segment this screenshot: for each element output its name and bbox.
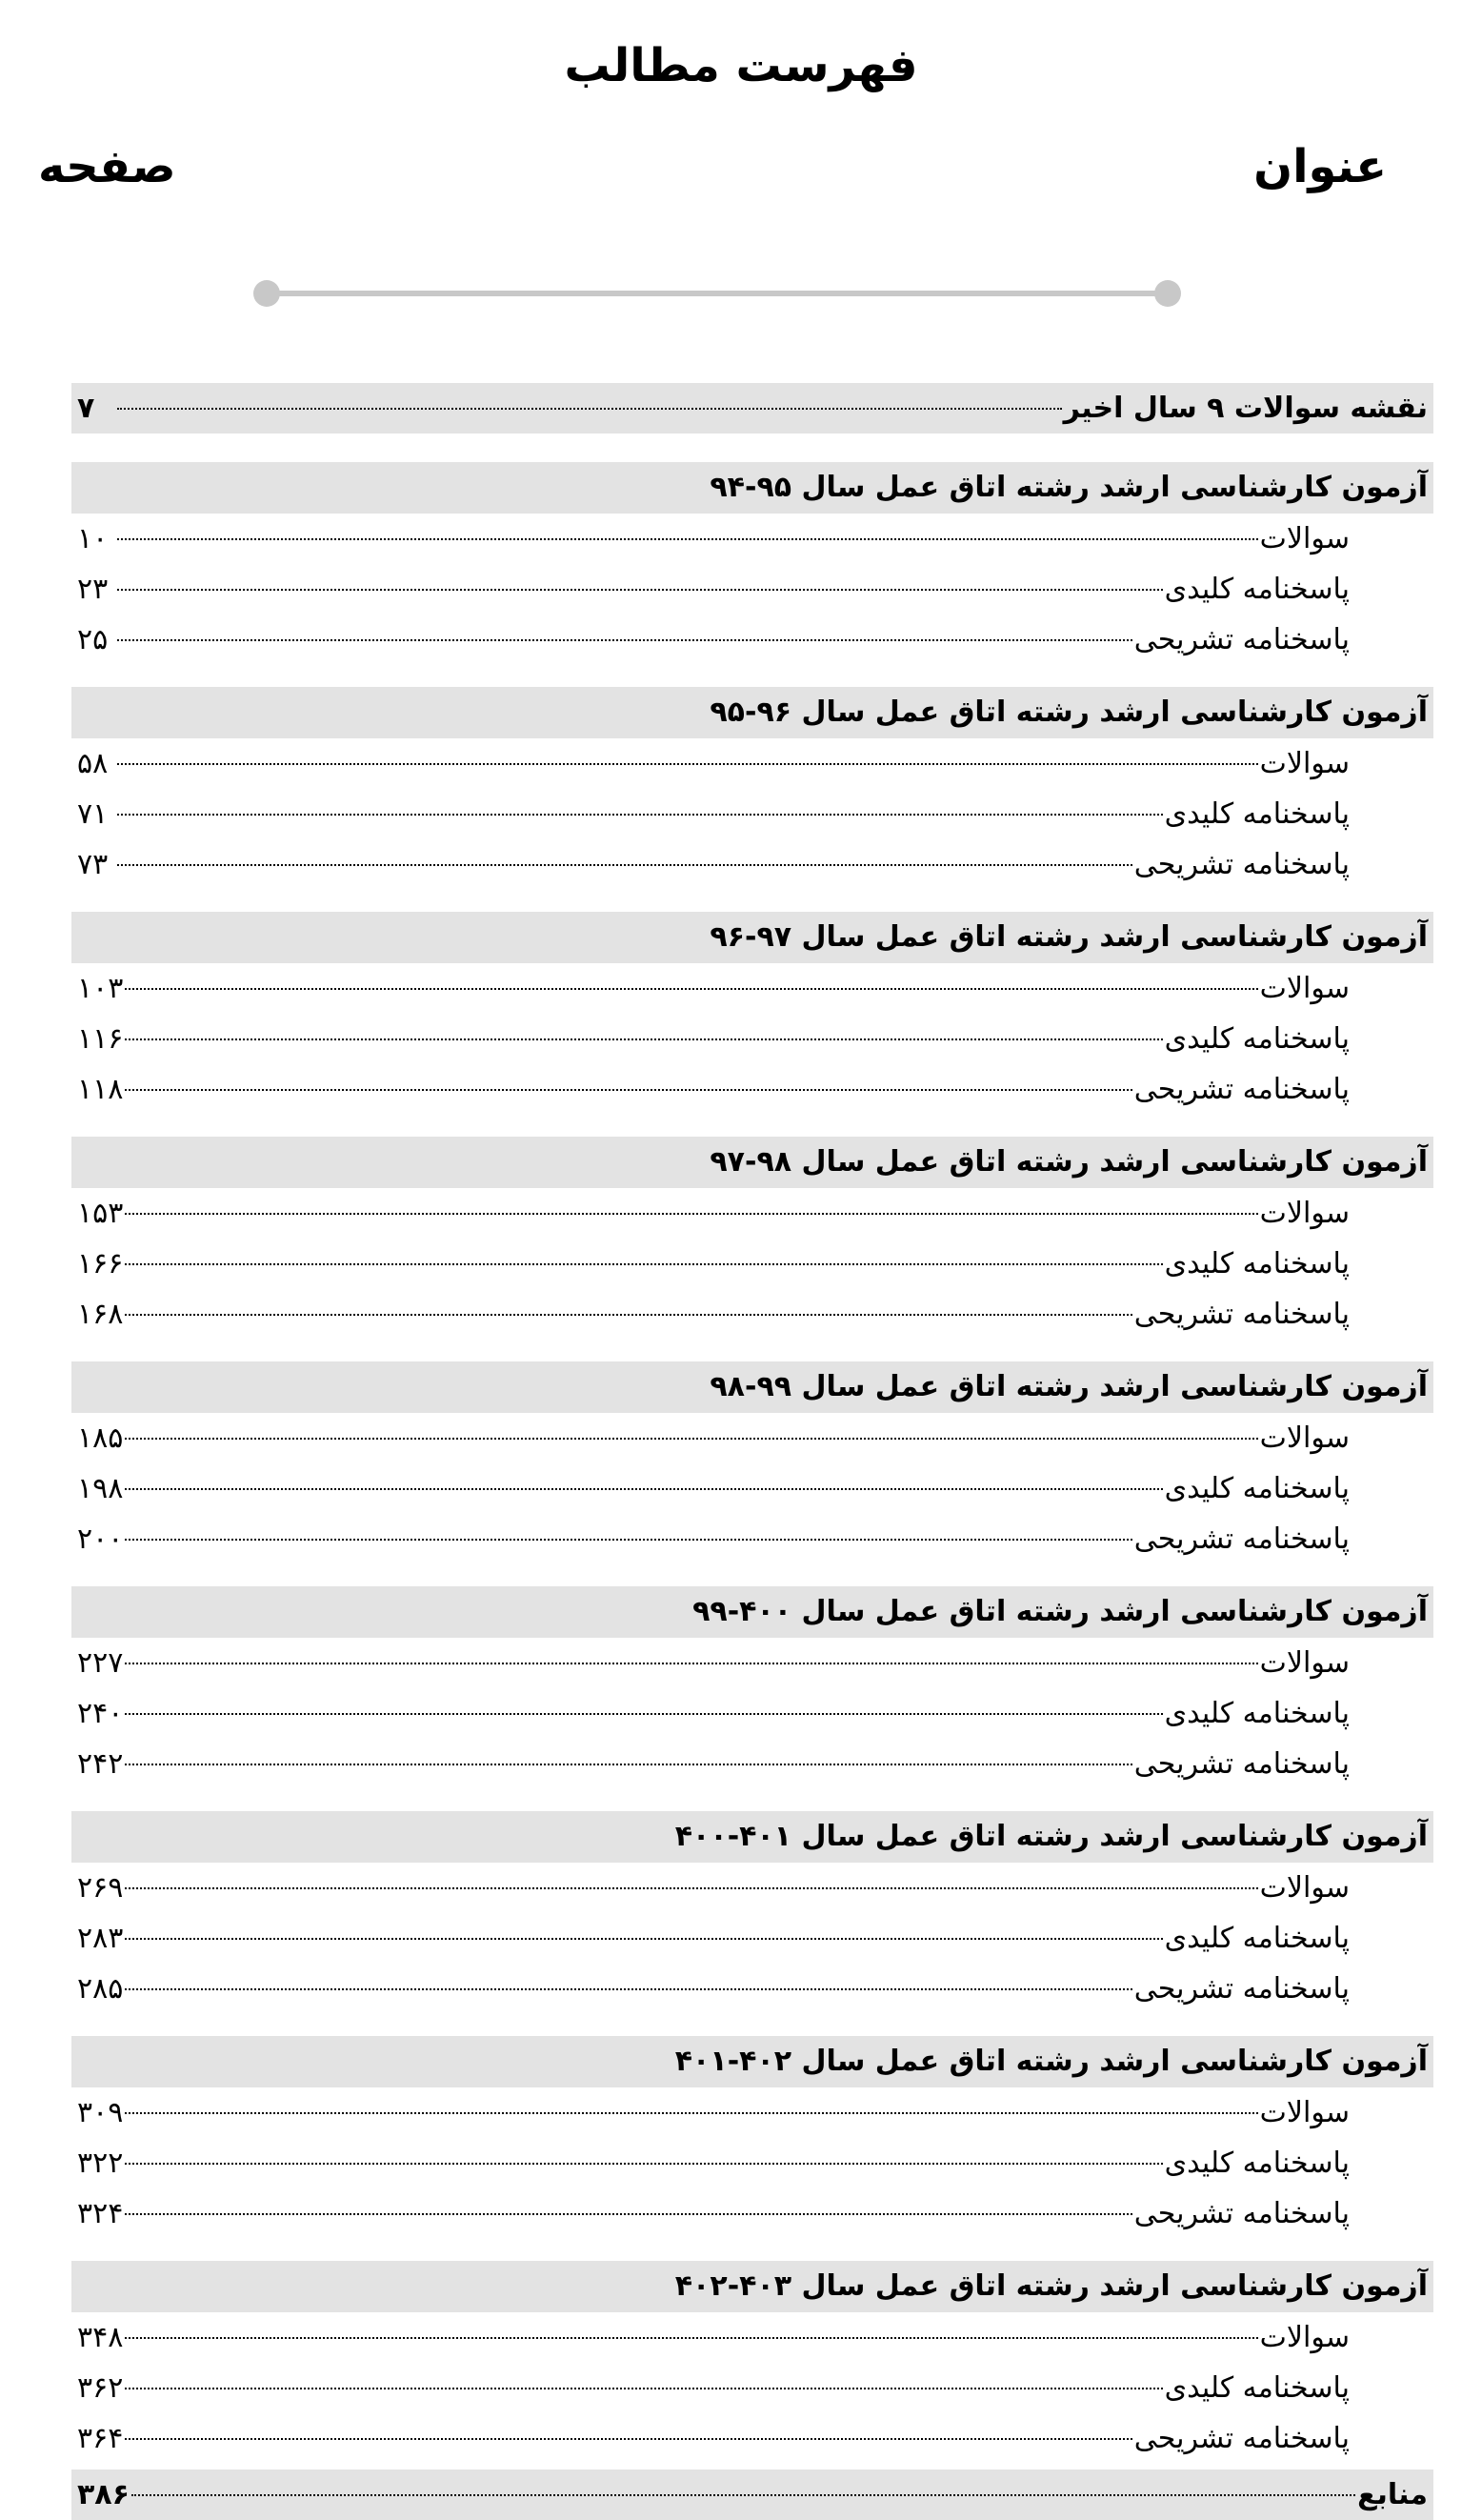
toc-section-heading[interactable] xyxy=(71,1137,1433,1188)
toc-entry-label: پاسخنامه تشریحی xyxy=(1133,1747,1350,1781)
toc-entry[interactable] xyxy=(71,1413,1433,1463)
toc-entry-label: پاسخنامه کلیدی xyxy=(1164,573,1350,606)
toc-entry-label: پاسخنامه کلیدی xyxy=(1164,2147,1350,2180)
toc-entry-page: ۲۲۷ xyxy=(77,1646,124,1680)
toc-entry-label: پاسخنامه کلیدی xyxy=(1164,797,1350,831)
toc-entry[interactable] xyxy=(71,2363,1433,2413)
toc-entry-intro[interactable] xyxy=(71,383,1433,433)
toc-entry-label: پاسخنامه کلیدی xyxy=(1164,1022,1350,1056)
toc-entry-label: سوالات xyxy=(1259,522,1350,555)
toc-entry-label: سوالات xyxy=(1259,1871,1350,1905)
section-title: آزمون کارشناسی ارشد رشته اتاق عمل سال ۹۵-۹۴ xyxy=(710,471,1428,504)
dot-leader xyxy=(125,2112,1257,2114)
dot-leader xyxy=(125,2438,1132,2440)
toc-entry-page: ۲۰۰ xyxy=(77,1522,124,1556)
dot-leader xyxy=(117,814,1163,816)
dot-leader xyxy=(125,1764,1132,1765)
dot-leader xyxy=(125,1713,1162,1715)
toc-entry-page: ۲۸۵ xyxy=(77,1972,124,2006)
toc-entry-page: ۲۳ xyxy=(77,573,109,606)
toc-entry[interactable] xyxy=(71,1913,1433,1964)
toc-entry-page: ۱۱۸ xyxy=(77,1073,124,1106)
toc-section-heading[interactable] xyxy=(71,1811,1433,1863)
toc-entry-page: ۳۶۴ xyxy=(77,2422,124,2455)
toc-entry-label: پاسخنامه تشریحی xyxy=(1133,1073,1350,1106)
toc-entry[interactable] xyxy=(71,2188,1433,2239)
section-title: آزمون کارشناسی ارشد رشته اتاق عمل سال ۴۰۳-۴۰۲ xyxy=(674,2269,1428,2303)
toc-entry[interactable] xyxy=(71,514,1433,564)
toc-entry-page: ۲۶۹ xyxy=(77,1871,124,1905)
toc-entry[interactable] xyxy=(71,1863,1433,1913)
toc-entry-page: ۳۰۹ xyxy=(77,2096,124,2129)
toc-entry-page: ۱۸۵ xyxy=(77,1421,124,1455)
toc-entry[interactable] xyxy=(71,2413,1433,2464)
dot-leader xyxy=(117,538,1258,540)
toc-entry-label: سوالات xyxy=(1259,1646,1350,1680)
dot-leader xyxy=(125,2388,1162,2389)
toc-entry-label: پاسخنامه کلیدی xyxy=(1164,1922,1350,1955)
toc-entry[interactable] xyxy=(71,963,1433,1014)
section-title: آزمون کارشناسی ارشد رشته اتاق عمل سال ۹۸-۹۷ xyxy=(710,1145,1428,1179)
toc-section-heading[interactable] xyxy=(71,462,1433,514)
toc-entry[interactable] xyxy=(71,1014,1433,1064)
toc-entry-label: سوالات xyxy=(1259,1421,1350,1455)
toc-entry-sources[interactable] xyxy=(71,2470,1433,2520)
dot-leader xyxy=(125,2337,1257,2339)
dot-leader xyxy=(125,2163,1162,2165)
toc-entry-page: ۱۶۶ xyxy=(77,1247,124,1280)
toc-entry[interactable] xyxy=(71,1739,1433,1789)
page-column-header: صفحه xyxy=(38,140,176,193)
toc-entry-page: ۳۲۴ xyxy=(77,2197,124,2230)
toc-entry[interactable] xyxy=(71,564,1433,615)
toc-entry[interactable] xyxy=(71,2312,1433,2363)
toc-entry[interactable] xyxy=(71,1638,1433,1688)
toc-entry-page: ۷۳ xyxy=(77,848,109,881)
toc-entry-label: منابع xyxy=(1357,2478,1428,2511)
section-title: آزمون کارشناسی ارشد رشته اتاق عمل سال ۴۰۲-۴۰۱ xyxy=(674,2045,1428,2078)
toc-entry-label: سوالات xyxy=(1259,972,1350,1005)
toc-entry-label: سوالات xyxy=(1259,2096,1350,2129)
table-of-contents xyxy=(71,383,1433,2520)
dot-leader xyxy=(125,1887,1257,1889)
toc-entry-label: پاسخنامه تشریحی xyxy=(1133,848,1350,881)
divider-line xyxy=(267,291,1168,296)
dot-leader xyxy=(131,2494,1355,2496)
toc-entry-label: سوالات xyxy=(1259,2321,1350,2354)
toc-entry-label: پاسخنامه تشریحی xyxy=(1133,1972,1350,2006)
dot-leader xyxy=(125,1263,1162,1265)
toc-entry-page: ۳۲۲ xyxy=(77,2147,124,2180)
toc-entry[interactable] xyxy=(71,1239,1433,1289)
toc-entry-label: نقشه سوالات ۹ سال اخیر xyxy=(1063,392,1428,425)
toc-entry-page: ۱۶۸ xyxy=(77,1298,124,1331)
toc-entry[interactable] xyxy=(71,2087,1433,2138)
dot-leader xyxy=(125,1488,1162,1490)
toc-entry-label: پاسخنامه تشریحی xyxy=(1133,1298,1350,1331)
toc-entry-label: پاسخنامه تشریحی xyxy=(1133,2197,1350,2230)
section-title: آزمون کارشناسی ارشد رشته اتاق عمل سال ۹۶-۹۵ xyxy=(710,696,1428,729)
toc-entry-page: ۱۰ xyxy=(77,522,109,555)
toc-entry[interactable] xyxy=(71,1688,1433,1739)
toc-section-heading[interactable] xyxy=(71,1361,1433,1413)
title-column-header: عنوان xyxy=(1253,140,1387,193)
toc-entry-page: ۲۴۲ xyxy=(77,1747,124,1781)
toc-entry-label: پاسخنامه کلیدی xyxy=(1164,1697,1350,1730)
section-title: آزمون کارشناسی ارشد رشته اتاق عمل سال ۴۰۰-۹۹ xyxy=(692,1595,1428,1628)
toc-entry[interactable] xyxy=(71,1964,1433,2014)
dot-leader xyxy=(125,1438,1257,1440)
toc-entry[interactable] xyxy=(71,1064,1433,1115)
dot-leader xyxy=(117,589,1163,591)
toc-entry-page: ۳۴۸ xyxy=(77,2321,124,2354)
toc-entry[interactable] xyxy=(71,2138,1433,2188)
dot-leader xyxy=(125,1038,1162,1040)
toc-entry-label: پاسخنامه کلیدی xyxy=(1164,2371,1350,2405)
toc-entry[interactable] xyxy=(71,738,1433,789)
section-title: آزمون کارشناسی ارشد رشته اتاق عمل سال ۴۰۱-۴۰۰ xyxy=(674,1820,1428,1853)
toc-entry-page: ۱۹۸ xyxy=(77,1472,124,1505)
toc-entry-label: پاسخنامه کلیدی xyxy=(1164,1472,1350,1505)
toc-entry-label: پاسخنامه تشریحی xyxy=(1133,1522,1350,1556)
dot-leader xyxy=(117,639,1132,641)
toc-entry-page: ۷ xyxy=(77,392,95,425)
toc-entry-page: ۱۱۶ xyxy=(77,1022,124,1056)
toc-entry[interactable] xyxy=(71,1463,1433,1514)
toc-entry-label: پاسخنامه کلیدی xyxy=(1164,1247,1350,1280)
dot-leader xyxy=(117,864,1132,866)
section-title: آزمون کارشناسی ارشد رشته اتاق عمل سال ۹۹-۹۸ xyxy=(710,1370,1428,1403)
toc-section-heading[interactable] xyxy=(71,687,1433,738)
dot-leader xyxy=(125,1314,1132,1316)
dot-leader xyxy=(125,2213,1132,2215)
dot-leader xyxy=(125,988,1257,990)
dot-leader xyxy=(117,408,1062,410)
toc-entry-label: پاسخنامه تشریحی xyxy=(1133,2422,1350,2455)
toc-section-heading[interactable] xyxy=(71,2036,1433,2087)
toc-entry-label: سوالات xyxy=(1259,1197,1350,1230)
toc-entry-page: ۵۸ xyxy=(77,747,109,780)
dot-leader xyxy=(125,1089,1132,1091)
toc-section-heading[interactable] xyxy=(71,1586,1433,1638)
toc-entry[interactable] xyxy=(71,839,1433,890)
toc-entry[interactable] xyxy=(71,789,1433,839)
dot-leader xyxy=(125,1663,1257,1664)
section-title: آزمون کارشناسی ارشد رشته اتاق عمل سال ۹۷-۹۶ xyxy=(710,920,1428,954)
toc-entry-page: ۷۱ xyxy=(77,797,109,831)
toc-entry-page: ۲۵ xyxy=(77,623,109,656)
divider-dot-left xyxy=(253,280,280,307)
toc-entry[interactable] xyxy=(71,1289,1433,1340)
toc-entry-label: پاسخنامه تشریحی xyxy=(1133,623,1350,656)
toc-entry-page: ۲۴۰ xyxy=(77,1697,124,1730)
toc-entry-page: ۱۰۳ xyxy=(77,972,124,1005)
toc-entry[interactable] xyxy=(71,1514,1433,1564)
toc-entry-label: سوالات xyxy=(1259,747,1350,780)
toc-entry-page: ۱۵۳ xyxy=(77,1197,124,1230)
toc-section-heading[interactable] xyxy=(71,2261,1433,2312)
toc-entry[interactable] xyxy=(71,1188,1433,1239)
toc-entry-page: ۲۸۳ xyxy=(77,1922,124,1955)
page-title: فهرست مطالب xyxy=(564,39,918,92)
dot-leader xyxy=(125,1539,1132,1541)
toc-entry[interactable] xyxy=(71,615,1433,665)
dot-leader xyxy=(125,1213,1257,1215)
toc-section-heading[interactable] xyxy=(71,912,1433,963)
dot-leader xyxy=(125,1988,1132,1990)
toc-entry-page: ۳۶۲ xyxy=(77,2371,124,2405)
toc-entry-page: ۳۸۶ xyxy=(77,2478,130,2511)
decorative-divider xyxy=(253,280,1181,307)
divider-dot-right xyxy=(1154,280,1181,307)
dot-leader xyxy=(117,763,1258,765)
dot-leader xyxy=(125,1938,1162,1940)
